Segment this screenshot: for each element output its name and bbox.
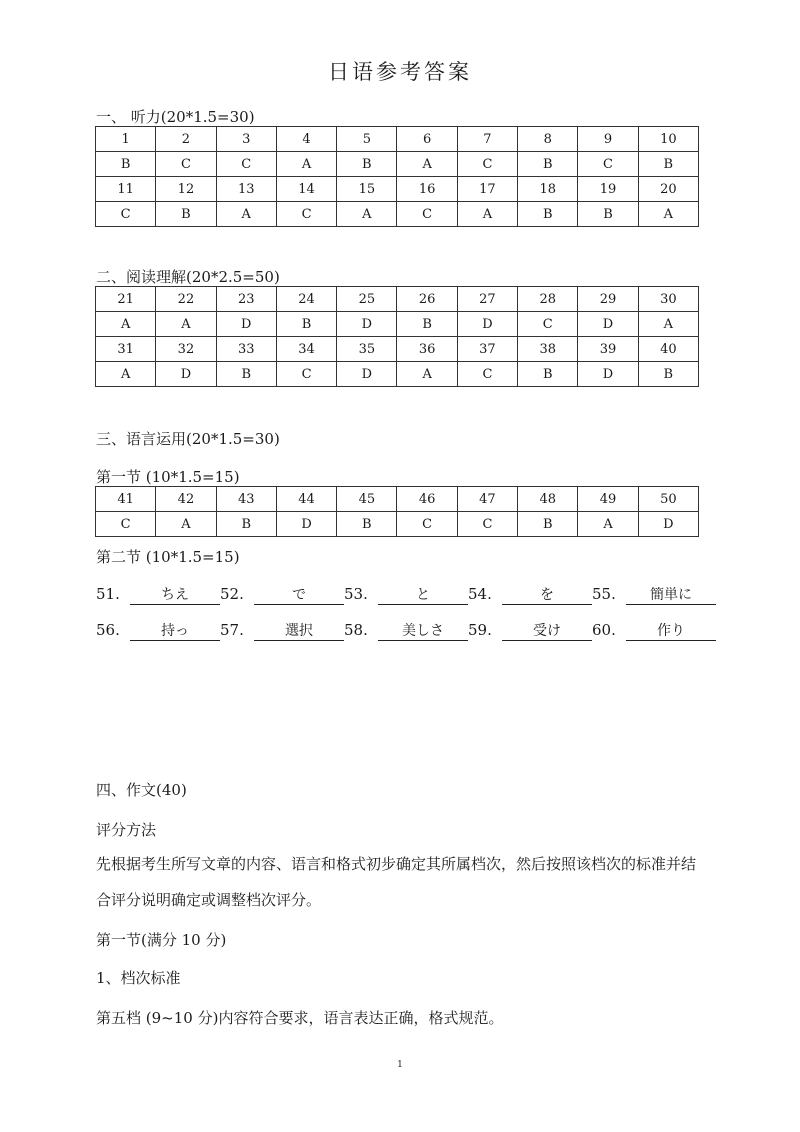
question-number-cell: 34 (276, 337, 336, 362)
writing-part1-heading: 第一节(满分 10 分) (96, 931, 227, 949)
answer-cell: B (518, 362, 578, 387)
fill-blank-answer: ちえ (130, 584, 220, 605)
question-number-cell: 48 (518, 487, 578, 512)
question-number-cell: 45 (337, 487, 397, 512)
table-row (96, 287, 699, 312)
fill-blank-answer: 持っ (130, 620, 220, 641)
answer-cell: B (578, 202, 638, 227)
answer-cell: C (457, 362, 517, 387)
answer-cell: B (518, 152, 578, 177)
answer-cell: B (216, 362, 276, 387)
answer-cell: C (578, 152, 638, 177)
answer-cell: D (638, 512, 698, 537)
question-number-cell: 30 (638, 287, 698, 312)
table-row (96, 337, 699, 362)
answer-cell: B (96, 152, 156, 177)
question-number: 58. (344, 621, 368, 639)
question-number-cell: 46 (397, 487, 457, 512)
language-heading: 三、语言运用(20*1.5=30) (96, 430, 280, 448)
page-title: 日语参考答案 (328, 60, 472, 84)
language-part1-heading: 第一节 (10*1.5=15) (96, 468, 240, 486)
reading-heading: 二、阅读理解(20*2.5=50) (96, 268, 280, 286)
question-number-cell: 32 (156, 337, 216, 362)
answer-cell: D (337, 312, 397, 337)
question-number-cell: 15 (337, 177, 397, 202)
answer-cell: B (156, 202, 216, 227)
answer-cell: A (96, 312, 156, 337)
fill-blank-answer: 作り (626, 620, 716, 641)
question-number-cell: 16 (397, 177, 457, 202)
fill-blank-answer: 選択 (254, 620, 344, 641)
question-number-cell: 47 (457, 487, 517, 512)
question-number-cell: 42 (156, 487, 216, 512)
answer-cell: D (578, 362, 638, 387)
question-number-cell: 7 (457, 127, 517, 152)
answer-cell: A (216, 202, 276, 227)
answer-cell: B (518, 512, 578, 537)
reading-answer-table (95, 286, 699, 387)
answer-cell: B (518, 202, 578, 227)
question-number-cell: 27 (457, 287, 517, 312)
answer-cell: C (96, 202, 156, 227)
answer-cell: C (518, 312, 578, 337)
answer-cell: B (337, 152, 397, 177)
answer-cell: A (96, 362, 156, 387)
question-number-cell: 23 (216, 287, 276, 312)
answer-cell: A (156, 512, 216, 537)
question-number-cell: 40 (638, 337, 698, 362)
answer-cell: D (337, 362, 397, 387)
question-number: 51. (96, 585, 120, 603)
writing-heading: 四、作文(40) (96, 781, 187, 799)
table-row (96, 127, 699, 152)
answer-cell: B (216, 512, 276, 537)
answer-cell: C (276, 362, 336, 387)
fill-blank-line-1 (96, 584, 716, 605)
answer-cell: A (457, 202, 517, 227)
fill-blank-answer: で (254, 584, 344, 605)
answer-cell: B (638, 362, 698, 387)
level-standard-heading: 1、档次标准 (96, 969, 181, 987)
question-number: 59. (468, 621, 492, 639)
answer-cell: C (457, 152, 517, 177)
question-number-cell: 17 (457, 177, 517, 202)
table-row (96, 177, 699, 202)
question-number-cell: 28 (518, 287, 578, 312)
fill-blank-answer: 受け (502, 620, 592, 641)
question-number: 53. (344, 585, 368, 603)
question-number-cell: 1 (96, 127, 156, 152)
table-row (96, 512, 699, 537)
question-number-cell: 39 (578, 337, 638, 362)
answer-cell: B (337, 512, 397, 537)
question-number-cell: 9 (578, 127, 638, 152)
fill-blank-answer: と (378, 584, 468, 605)
question-number-cell: 13 (216, 177, 276, 202)
question-number-cell: 11 (96, 177, 156, 202)
question-number-cell: 25 (337, 287, 397, 312)
answer-cell: C (397, 202, 457, 227)
listening-answer-table (95, 126, 699, 227)
question-number-cell: 5 (337, 127, 397, 152)
answer-cell: D (216, 312, 276, 337)
question-number-cell: 6 (397, 127, 457, 152)
question-number-cell: 26 (397, 287, 457, 312)
question-number-cell: 24 (276, 287, 336, 312)
question-number-cell: 49 (578, 487, 638, 512)
language-part2-heading: 第二节 (10*1.5=15) (96, 548, 240, 566)
question-number-cell: 43 (216, 487, 276, 512)
answer-cell: A (638, 202, 698, 227)
answer-cell: A (638, 312, 698, 337)
question-number-cell: 4 (276, 127, 336, 152)
answer-cell: A (578, 512, 638, 537)
question-number: 55. (592, 585, 616, 603)
answer-cell: A (397, 362, 457, 387)
table-row (96, 202, 699, 227)
question-number-cell: 3 (216, 127, 276, 152)
language-part1-answer-table (95, 486, 699, 537)
answer-cell: A (337, 202, 397, 227)
question-number-cell: 35 (337, 337, 397, 362)
page-number: 1 (397, 1060, 403, 1070)
table-row (96, 152, 699, 177)
question-number-cell: 44 (276, 487, 336, 512)
question-number: 56. (96, 621, 120, 639)
table-row (96, 312, 699, 337)
question-number-cell: 19 (578, 177, 638, 202)
question-number-cell: 36 (397, 337, 457, 362)
question-number-cell: 38 (518, 337, 578, 362)
answer-cell: C (96, 512, 156, 537)
fill-blank-answer: 美しさ (378, 620, 468, 641)
listening-heading: 一、 听力(20*1.5=30) (96, 108, 255, 126)
question-number-cell: 33 (216, 337, 276, 362)
answer-cell: D (457, 312, 517, 337)
question-number-cell: 22 (156, 287, 216, 312)
question-number-cell: 8 (518, 127, 578, 152)
answer-cell: D (156, 362, 216, 387)
scoring-method-heading: 评分方法 (96, 821, 157, 839)
answer-cell: B (638, 152, 698, 177)
question-number-cell: 37 (457, 337, 517, 362)
table-row (96, 362, 699, 387)
answer-cell: C (156, 152, 216, 177)
fill-blank-answer: を (502, 584, 592, 605)
answer-cell: B (276, 312, 336, 337)
answer-cell: C (216, 152, 276, 177)
question-number-cell: 2 (156, 127, 216, 152)
fill-blank-answer: 簡単に (626, 584, 716, 605)
answer-cell: A (156, 312, 216, 337)
answer-cell: A (276, 152, 336, 177)
answer-cell: D (578, 312, 638, 337)
question-number-cell: 31 (96, 337, 156, 362)
answer-cell: C (276, 202, 336, 227)
question-number-cell: 10 (638, 127, 698, 152)
answer-cell: B (397, 312, 457, 337)
answer-cell: D (276, 512, 336, 537)
scoring-method-text: 先根据考生所写文章的内容、语言和格式初步确定其所属档次，然后按照该档次的标准并结合评分说明确定或调整档次评分。 (96, 855, 697, 909)
question-number: 60. (592, 621, 616, 639)
answer-cell: C (397, 512, 457, 537)
answer-cell: C (457, 512, 517, 537)
level-5-description: 第五档 (9~10 分)内容符合要求，语言表达正确，格式规范。 (96, 1009, 504, 1027)
question-number-cell: 29 (578, 287, 638, 312)
question-number: 54. (468, 585, 492, 603)
question-number-cell: 14 (276, 177, 336, 202)
question-number-cell: 50 (638, 487, 698, 512)
question-number-cell: 21 (96, 287, 156, 312)
answer-cell: A (397, 152, 457, 177)
question-number-cell: 41 (96, 487, 156, 512)
question-number-cell: 18 (518, 177, 578, 202)
question-number: 57. (220, 621, 244, 639)
fill-blank-line-2 (96, 620, 716, 641)
question-number-cell: 12 (156, 177, 216, 202)
table-row (96, 487, 699, 512)
question-number: 52. (220, 585, 244, 603)
question-number-cell: 20 (638, 177, 698, 202)
